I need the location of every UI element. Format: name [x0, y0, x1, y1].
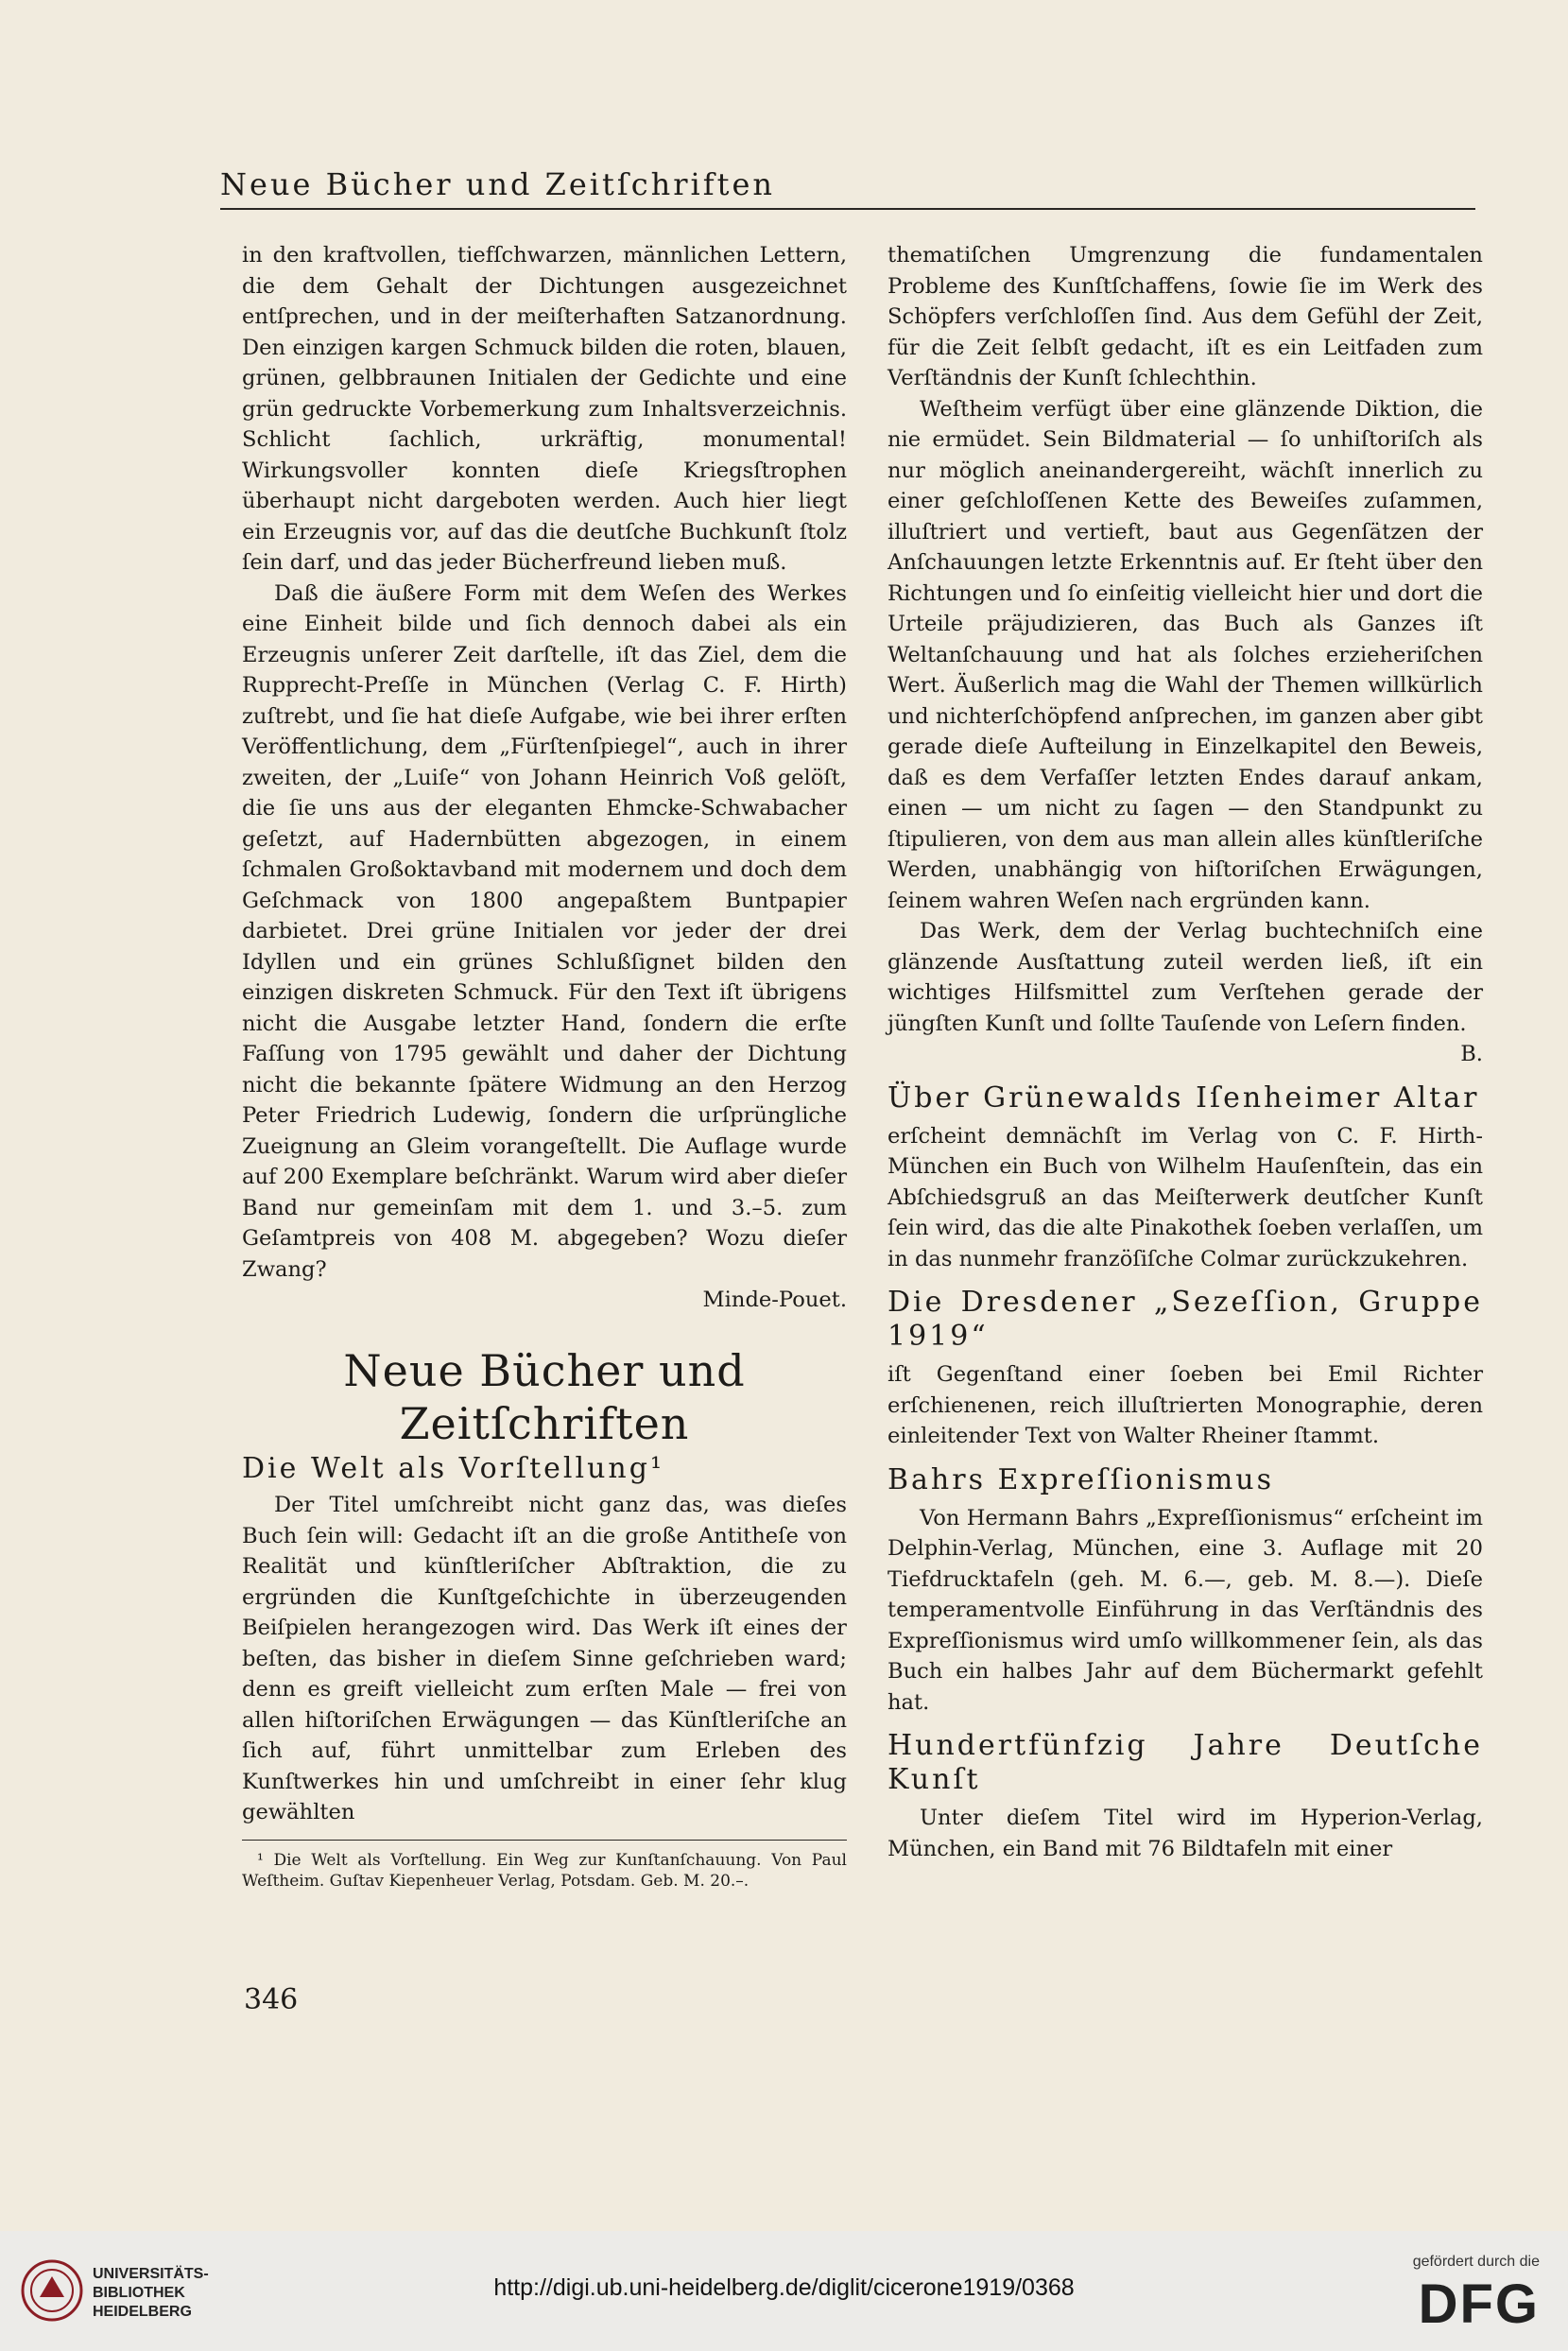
header-rule — [220, 208, 1475, 210]
footnote-rule — [242, 1840, 847, 1841]
paragraph: Daß die äußere Form mit dem Weſen des Werkes eine Einheit bilde und ſich dennoch dabei als ein Erzeugnis unſerer Zeit darſtelle, iſt das Ziel, dem die Rupprecht-Preſſe in München (Verlag C. F. Hirth) zuſtrebt, und ſie hat dieſe Aufgabe, wie bei ihrer erſten Veröffentlichung, dem „Fürſtenſpiegel“, auch in ihrer zweiten, der „Luiſe“ von Johann Heinrich Voß gelöſt, die ſie uns aus der eleganten Ehmcke-Schwabacher geſetzt, auf Hadernbütten abgezogen, in einem ſchmalen Großoktavband mit modernem und doch dem Geſchmack von 1800 angepaßtem Buntpapier darbietet. Drei grüne Initialen vor jeder der drei Idyllen und ein grünes Schlußſignet bilden den einzigen diskreten Schmuck. Für den Text iſt übrigens nicht die Ausgabe letzter Hand, ſondern die erſte Faſſung von 1795 gewählt und daher der Dichtung nicht die bekannte ſpätere Widmung an den Herzog Peter Friedrich Ludewig, ſondern die urſprüngliche Zueignung an Gleim vorangeſtellt. Die Auflage wurde auf 200 Exemplare beſchränkt. Warum wird aber dieſer Band nur gemeinſam mit dem 1. und 3.–5. zum Geſamtpreis von 408 M. abgegeben? Wozu dieſer Zwang? — [242, 580, 847, 1282]
section-title: Neue Bücher und Zeitſchriften — [343, 1344, 746, 1449]
paragraph: Der Titel umſchreibt nicht ganz das, was dieſes Buch ſein will: Gedacht iſt an die große Antitheſe von Realität und künſtleriſcher Abſtraktion, die zu ergründen die Kunſtgeſchichte in überzeugenden Beiſpielen herangezogen wird. Das Werk iſt eines der beſten, das bisher in dieſem Sinne geſchrieben ward; denn es greift vielleicht zum erſten Male — frei von allen hiſtoriſchen Erwägungen — das Künſtleriſche an ſich auf, führt unmittelbar zum Erleben des Kunſtwerkes hin und umſchreibt in einer ſehr klug gewählten — [242, 1493, 847, 1824]
paragraph: thematiſchen Umgrenzung die fundamentalen Probleme des Kunſtſchaffens, ſowie ſie im Werk des Schöpfers verſchloſſen ſind. Aus dem Gefühl der Zeit, für die Zeit ſelbſt gedacht, iſt es ein Leitfaden zum Verſtändnis der Kunſt ſchlechthin. — [887, 243, 1483, 390]
page-number: 346 — [244, 1983, 299, 2016]
paragraph: erſcheint demnächſt im Verlag von C. F. Hirth-München ein Buch von Wilhelm Hauſenſtein, das ein Abſchiedsgruß an das Meiſterwerk deutſcher Kunſt ſein wird, das die alte Pinakothek ſoeben verlaſſen, um in das nunmehr franzöſiſche Colmar zurückzukehren. — [887, 1123, 1483, 1271]
article-heading: Bahrs Expreſſionismus — [887, 1462, 1274, 1496]
left-column — [242, 240, 847, 1892]
article-heading: Über Grünewalds Iſenheimer Altar — [887, 1080, 1480, 1115]
footnote: ¹ Die Welt als Vorſtellung. Ein Weg zur Kunſtanſchauung. Von Paul Weſtheim. Guſtav Kiepenheuer Verlag, Potsdam. Geb. M. 20.–. — [242, 1850, 847, 1891]
paragraph: Von Hermann Bahrs „Expreſſionismus“ erſcheint im Delphin-Verlag, München, eine 3. Auflage mit 20 Tiefdrucktafeln (geh. M. 6.—, geb. M. 8.—). Dieſe temperamentvolle Einführung in das Verſtändnis des Expreſſionismus wird umſo willkommener ſein, als das Buch ein halbes Jahr auf dem Büchermarkt gefehlt hat. — [887, 1505, 1483, 1715]
institution-name: UNIVERSITÄTS- BIBLIOTHEK HEIDELBERG — [93, 2266, 209, 2320]
dfg-logo: DFG — [1418, 2273, 1540, 2335]
funded-by-label: gefördert durch die — [1412, 2254, 1540, 2270]
article-title: Die Welt als Vorſtellung¹ — [242, 1451, 664, 1485]
author-signature: Minde-Pouet. — [702, 1288, 847, 1312]
viewer-footer — [0, 2231, 1568, 2351]
paragraph: Weſtheim verfügt über eine glänzende Diktion, die nie ermüdet. Sein Bildmaterial — ſo unhiſtoriſch als nur möglich aneinandergereiht, wächſt innerlich zu einer geſchloſſenen Kette des Beweiſes zuſammen, illuſtriert und vertieft, baut aus Gegenſätzen der Anſchauungen letzte Erkenntnis auf. Er ſteht über den Richtungen und ſo einſeitig vielleicht hier und dort die Urteile präjudizieren, das Buch als Ganzes iſt Weltanſchauung und hat als ſolches erzieheriſchen Wert. Äußerlich mag die Wahl der Themen willkürlich und nichterſchöpfend anſprechen, im ganzen aber gibt gerade dieſe Aufteilung in Einzelkapitel den Beweis, daß es dem Verfaſſer letzten Endes darauf ankam, einen — um nicht zu ſagen — den Standpunkt zu ſtipulieren, von dem aus man allein alles künſtleriſche Werden, unabhängig von hiſtoriſchen Erwägungen, ſeinem wahren Weſen nach ergründen kann. — [887, 396, 1483, 913]
paragraph: in den kraftvollen, tiefſchwarzen, männlichen Lettern, die dem Gehalt der Dichtungen ausgezeichnet entſprechen, und in der meiſterhaften Satzanordnung. Den einzigen kargen Schmuck bilden die roten, blauen, grünen, gelbbraunen Initialen der Gedichte und eine grün gedruckte Vorbemerkung zum Inhaltsverzeichnis. Schlicht ſachlich, urkräftig, monumental! Wirkungsvoller konnten dieſe Kriegsſtrophen überhaupt nicht dargeboten werden. Auch hier liegt ein Erzeugnis vor, auf das die deutſche Buchkunſt ſtolz ſein darf, und das jeder Bücherfreund lieben muß. — [242, 243, 847, 575]
article-heading: Hundertfünfzig Jahre Deutſche Kunſt — [887, 1729, 1483, 1796]
paragraph: Das Werk, dem der Verlag buchtechniſch eine glänzende Ausſtattung zuteil werden ließ, iſt ein wichtiges Hilfsmittel zum Verſtehen gerade der jüngſten Kunſt und ſollte Tauſende von Leſern finden. — [887, 919, 1483, 1036]
right-column — [887, 240, 1483, 1864]
paragraph: Unter dieſem Titel wird im Hyperion-Verlag, München, ein Band mit 76 Bildtafeln mit einer — [887, 1806, 1483, 1861]
paragraph: iſt Gegenſtand einer ſoeben bei Emil Richter erſchienenen, reich illuſtrierten Monographie, deren einleitender Text von Walter Rheiner ſtammt. — [887, 1362, 1483, 1448]
article-heading: Die Dresdener „Sezeſſion, Gruppe 1919“ — [887, 1286, 1483, 1353]
author-signature: B. — [1460, 1042, 1483, 1066]
permalink[interactable]: http://digi.ub.uni-heidelberg.de/diglit/cicerone1919/0368 — [493, 2274, 1075, 2301]
running-title: Neue Bücher und Zeitſchriften — [220, 166, 776, 202]
